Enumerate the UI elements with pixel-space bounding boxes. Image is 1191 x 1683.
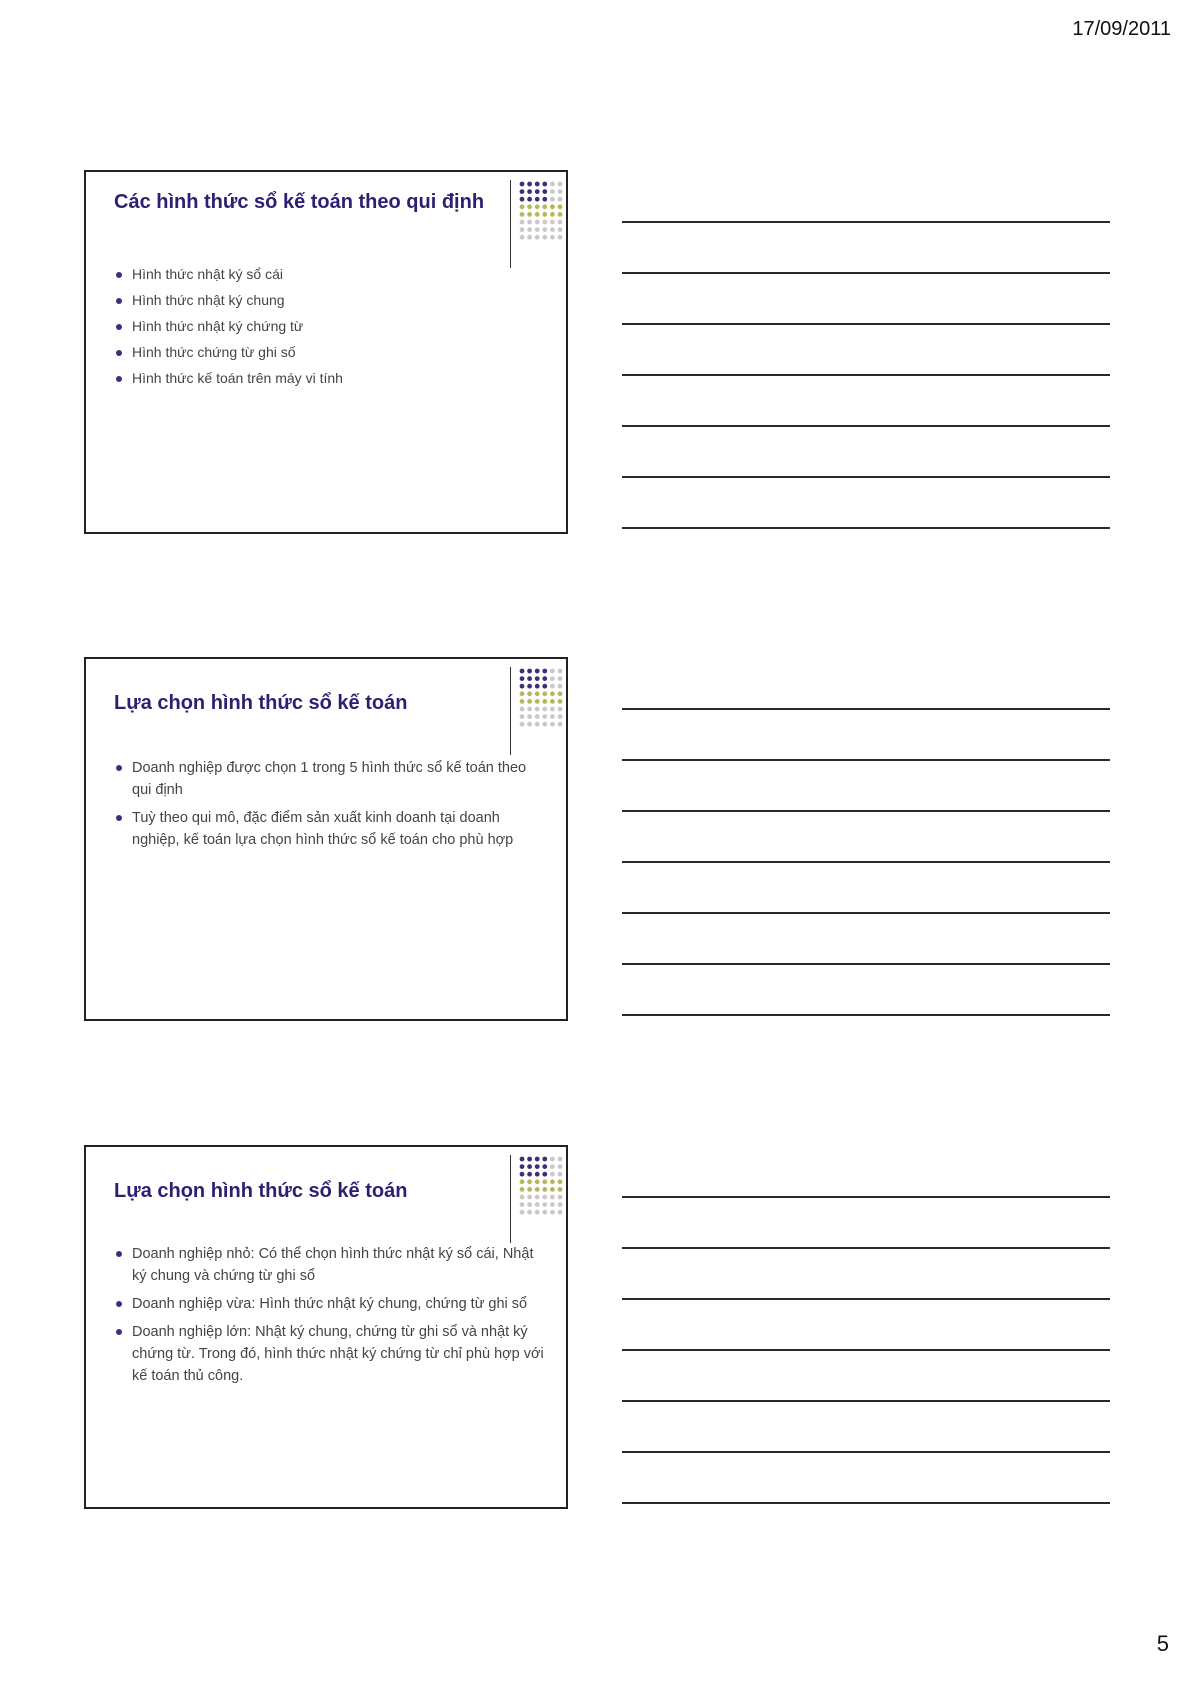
note-line	[622, 1247, 1110, 1249]
notes-lines	[622, 708, 1110, 1065]
note-line	[622, 912, 1110, 914]
notes-lines	[622, 1196, 1110, 1553]
note-line	[622, 1502, 1110, 1504]
bullet-list	[114, 757, 544, 857]
note-line	[622, 810, 1110, 812]
list-item: Tuỳ theo qui mô, đặc điểm sản xuất kinh doanh tại doanh nghiệp, kế toán lựa chọn hình thức sổ kế toán cho phù hợp	[114, 807, 544, 851]
note-line	[622, 323, 1110, 325]
bullet-list	[114, 1243, 544, 1393]
slide-title: Các hình thức sổ kế toán theo qui định	[114, 191, 485, 213]
decorative-dot-grid-icon	[518, 667, 566, 731]
title-divider	[510, 667, 511, 755]
decorative-dot-grid-icon	[518, 1155, 566, 1219]
list-item: Hình thức nhật ký sổ cái	[114, 264, 544, 284]
note-line	[622, 1349, 1110, 1351]
note-line	[622, 425, 1110, 427]
list-item: Hình thức kế toán trên máy vi tính	[114, 368, 544, 388]
note-line	[622, 1298, 1110, 1300]
note-line	[622, 476, 1110, 478]
note-line	[622, 1196, 1110, 1198]
list-item: Doanh nghiệp lớn: Nhật ký chung, chứng từ ghi sổ và nhật ký chứng từ. Trong đó, hình thức nhật ký chứng từ chỉ phù hợp với kế toán thủ công.	[114, 1321, 544, 1387]
note-line	[622, 759, 1110, 761]
note-line	[622, 221, 1110, 223]
page-date: 17/09/2011	[1072, 18, 1171, 40]
list-item: Doanh nghiệp vừa: Hình thức nhật ký chung, chứng từ ghi sổ	[114, 1293, 544, 1315]
page-number: 5	[1156, 1631, 1169, 1656]
slide-3	[84, 1145, 568, 1509]
note-line	[622, 708, 1110, 710]
note-line	[622, 272, 1110, 274]
notes-lines	[622, 221, 1110, 578]
slide-1	[84, 170, 568, 534]
title-divider	[510, 1155, 511, 1243]
list-item: Hình thức chứng từ ghi số	[114, 342, 544, 362]
note-line	[622, 963, 1110, 965]
list-item: Hình thức nhật ký chung	[114, 290, 544, 310]
note-line	[622, 861, 1110, 863]
slide-title: Lựa chọn hình thức sổ kế toán	[114, 692, 408, 714]
bullet-list	[114, 264, 544, 394]
note-line	[622, 527, 1110, 529]
title-divider	[510, 180, 511, 268]
list-item: Doanh nghiệp nhỏ: Có thể chọn hình thức nhật ký sổ cái, Nhật ký chung và chứng từ ghi sổ	[114, 1243, 544, 1287]
slide-title: Lựa chọn hình thức sổ kế toán	[114, 1180, 408, 1202]
note-line	[622, 374, 1110, 376]
slide-2	[84, 657, 568, 1021]
note-line	[622, 1014, 1110, 1016]
note-line	[622, 1400, 1110, 1402]
note-line	[622, 1451, 1110, 1453]
list-item: Hình thức nhật ký chứng từ	[114, 316, 544, 336]
list-item: Doanh nghiệp được chọn 1 trong 5 hình thức sổ kế toán theo qui định	[114, 757, 544, 801]
decorative-dot-grid-icon	[518, 180, 566, 244]
